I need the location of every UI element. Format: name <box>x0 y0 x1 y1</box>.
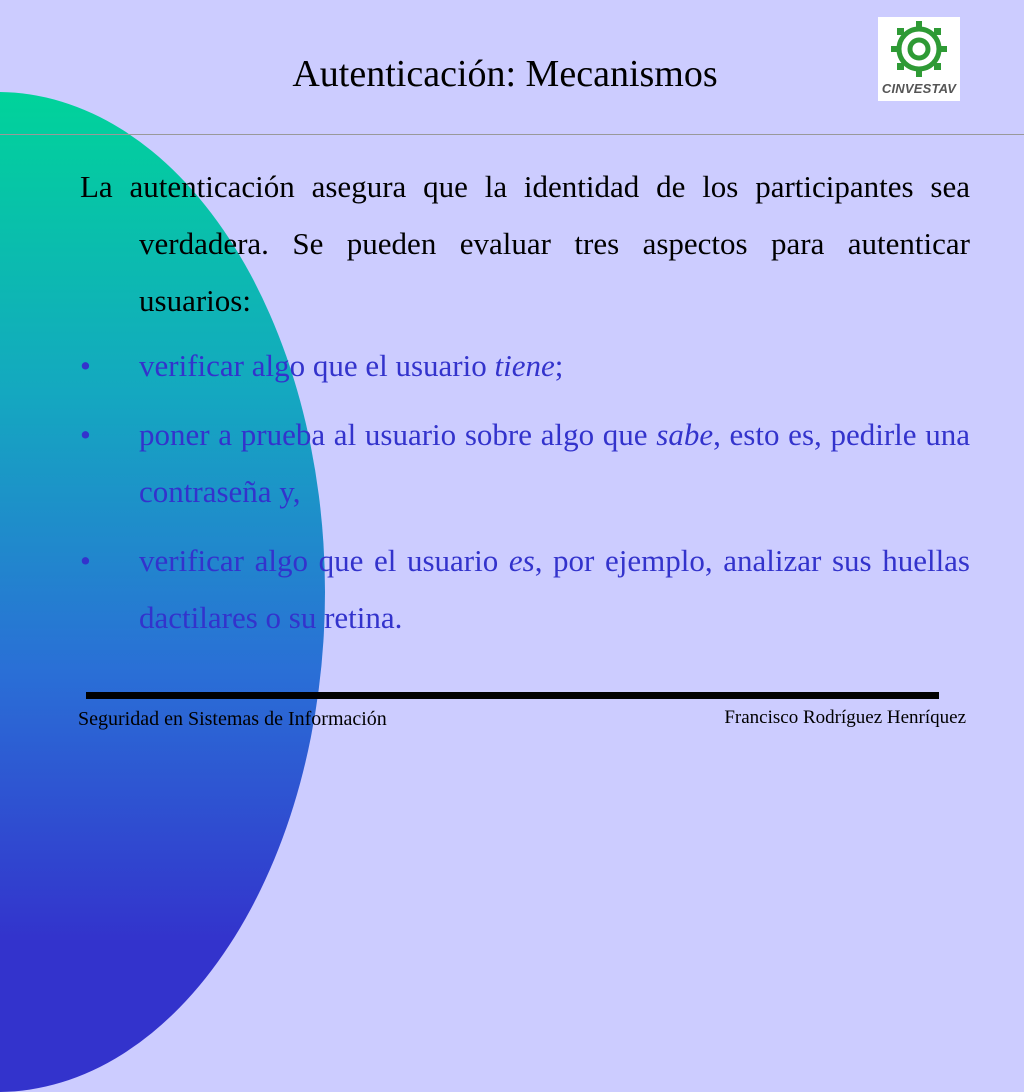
bullet-text-before: poner a prueba al usuario sobre algo que <box>139 417 657 452</box>
bullet-text-after: , esto es, pedirle una contraseña y, <box>139 417 970 509</box>
bullet-text-after: , por ejemplo, analizar sus huellas dactilares o su retina. <box>139 543 970 635</box>
logo-label: CINVESTAV <box>881 81 957 96</box>
bullet-marker: • <box>80 417 91 452</box>
footer-divider <box>86 692 939 699</box>
footer-course-title: Seguridad en Sistemas de Información <box>78 708 387 730</box>
logo-emblem-icon <box>878 17 960 83</box>
footer-author: Francisco Rodríguez Henríquez <box>724 707 966 728</box>
intro-paragraph: La autenticación asegura que la identidad de los participantes sea verdadera. Se pueden evaluar tres aspectos para autenticar usuarios: <box>80 169 970 318</box>
bullet-text-before: verificar algo que el usuario <box>139 348 495 383</box>
title-divider <box>0 134 1024 135</box>
slide-title: Autenticación: Mecanismos <box>292 53 718 95</box>
slide-body <box>80 158 970 658</box>
bullet-item <box>80 532 970 646</box>
bullet-emphasis: sabe <box>656 417 714 452</box>
bullet-emphasis: es <box>508 543 535 578</box>
bullet-marker: • <box>80 543 91 578</box>
cinvestav-logo <box>878 17 960 101</box>
bullet-emphasis: tiene <box>494 348 555 383</box>
bullet-text-after: ; <box>554 348 564 383</box>
bullet-item <box>80 406 970 520</box>
bullet-item <box>80 337 970 394</box>
bullet-marker: • <box>80 348 91 383</box>
bullet-text-before: verificar algo que el usuario <box>139 543 509 578</box>
